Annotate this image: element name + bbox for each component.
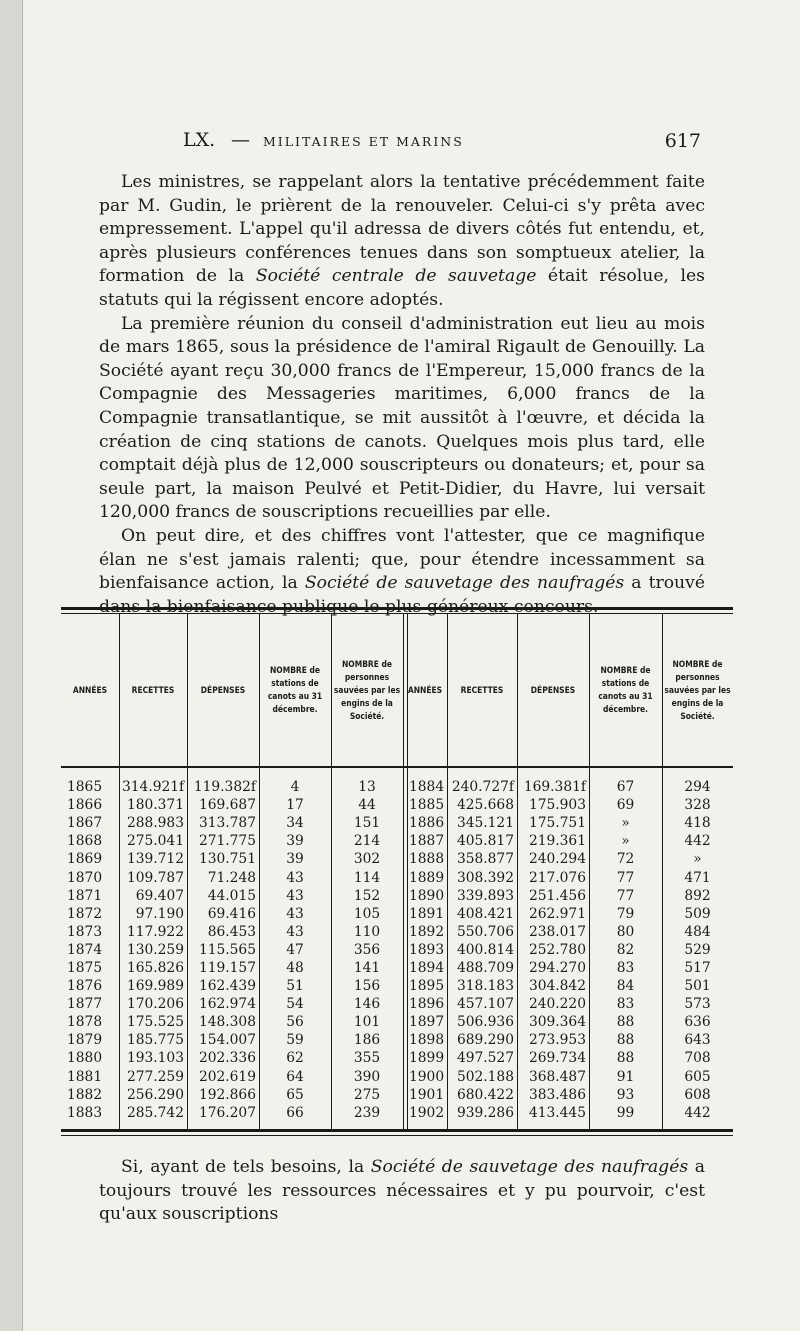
table-cell: 442 [684,833,711,850]
table-row [61,923,733,941]
paragraph-1-after: était résolue, les statuts qui la régissent encore adoptés. [99,266,705,310]
table-cell: 1902 [409,1104,445,1121]
table-cell: 1873 [67,923,103,940]
table-cell: 65 [286,1086,304,1103]
table-cell: 86.453 [207,923,256,940]
table-cell: 383.486 [528,1086,586,1103]
table-row [61,850,733,868]
table-row [61,868,733,886]
table-cell: 1892 [409,923,445,940]
table-cell: 193.103 [126,1050,184,1067]
table-cell: 605 [684,1068,711,1085]
table-cell: 442 [684,1104,711,1121]
table-cell: 54 [286,996,304,1013]
table-cell: » [693,851,702,868]
table-cell: 529 [684,941,711,958]
table-cell: 368.487 [528,1068,586,1085]
table-cell: 175.751 [528,815,586,832]
col-saved: NOMBRE de personnes sauvées par les engins de la Société. [333,658,401,721]
table-cell: 39 [286,851,304,868]
table-cell: 130.751 [198,851,256,868]
header-dash: — [231,129,250,151]
table-cell: 175.525 [126,1014,184,1031]
lifeboat-statistics-table [61,607,733,1137]
paragraph-3-before: On peut dire, et des chiffres vont l'attester, que ce magnifique élan ne s'est jamais ralenti; que, pour étendre incessamment sa bienfaisance action, la [99,525,705,594]
table-cell: 169.381f [523,779,586,796]
table-cell: 1890 [409,887,445,904]
table-cell: 114 [353,869,381,886]
table-cell: 1872 [67,905,103,922]
table-cell: 339.893 [456,887,514,904]
paragraph-1-italic: Société centrale de sauvetage [255,266,537,287]
paragraph-1 [99,171,705,313]
table-cell: 91 [616,1068,635,1085]
table-cell: 83 [616,996,635,1013]
table-row [61,977,733,995]
table-cell: 44.015 [207,887,256,904]
table-cell: 1893 [409,941,445,958]
table-cell: 51 [286,978,304,995]
paragraph-3-after: a trouvé [631,573,705,594]
table-cell: 101 [353,1014,381,1031]
closing-paragraph [99,1156,705,1227]
table-cell: 262.971 [528,905,586,922]
table-cell: 509 [684,905,711,922]
table-cell: 1876 [67,978,103,995]
table-cell: 56 [286,1014,304,1031]
table-cell: 169.989 [126,978,184,995]
table-cell: 517 [684,959,711,976]
table-cell: 1868 [67,833,103,850]
col-years: ANNÉES [72,684,108,695]
table-cell: 506.936 [456,1014,514,1031]
table-cell: 192.866 [198,1086,256,1103]
table-cell: 62 [286,1050,304,1067]
table-cell: 47 [286,941,304,958]
table-row [61,1049,733,1067]
table-cell: 152 [353,887,381,904]
table-cell: 93 [616,1086,635,1103]
table-bottom-rule-thin [61,1135,733,1136]
col-expenses: DÉPENSES [200,684,246,695]
table-cell: 1897 [409,1014,445,1031]
table-cell: 217.076 [528,869,586,886]
table-cell: 176.207 [198,1104,256,1121]
page-number: 617 [664,130,701,152]
table-cell: 1866 [67,797,103,814]
table-cell: 256.290 [126,1086,184,1103]
table-cell: 318.183 [456,978,514,995]
table-cell: 418 [684,815,711,832]
running-title [263,131,464,151]
table-cell: 99 [616,1104,635,1121]
table-cell: 294.270 [528,959,586,976]
table-cell: 130.259 [126,941,184,958]
table-cell: 1894 [409,959,445,976]
table-cell: 1889 [409,869,445,886]
table-cell: 484 [684,923,711,940]
table-cell: 13 [358,779,376,796]
col-years: ANNÉES [407,684,443,695]
table-row [61,995,733,1013]
table-cell: 1888 [409,851,445,868]
table-cell: 139.712 [126,851,184,868]
table-cell: 1896 [409,996,445,1013]
table-row [61,1086,733,1104]
table-cell: 892 [684,887,711,904]
table-cell: 43 [286,905,304,922]
table-cell: 88 [616,1050,635,1067]
paragraph-3-italic: Société de sauvetage des naufragés [304,573,625,594]
table-cell: 77 [616,887,635,904]
table-cell: 1887 [409,833,445,850]
table-row [61,905,733,923]
table-cell: 239 [353,1104,381,1121]
table-cell: 1899 [409,1050,445,1067]
table-cell: 689.290 [456,1032,514,1049]
table-cell: 240.727f [451,779,514,796]
table-cell: 636 [684,1014,711,1031]
table-cell: 1865 [67,779,103,796]
table-cell: 119.382f [193,779,256,796]
table-cell: 43 [286,869,304,886]
table-row [61,1104,733,1122]
table-cell: 294 [684,779,711,796]
table-cell: 117.922 [126,923,184,940]
table-cell: 314.921f [122,779,185,796]
table-cell: 1895 [409,978,445,995]
table-cell: 1869 [67,851,103,868]
table-cell: 43 [286,887,304,904]
running-header [101,125,701,155]
table-cell: 69 [616,797,635,814]
paragraph-1-before: Les ministres, se rappelant alors la tentative précédemment faite par M. Gudin, le prièrent de la renouveler. Celui-ci s'y prêta avec empressement. L'appel qu'il adressa de divers côtés fut entendu, et, après plusieurs conférences tenues dans son somptueux atelier, la formation de la [99,172,705,287]
table-cell: 17 [286,797,304,814]
table-cell: 146 [353,996,381,1013]
paragraph-3 [99,525,705,619]
table-cell: 573 [684,996,711,1013]
intro-text [99,171,705,619]
table-cell: 275.041 [126,833,184,850]
table-cell: 162.974 [198,996,256,1013]
table-cell: 501 [684,978,711,995]
table-cell: 169.687 [198,797,256,814]
table-cell: 154.007 [198,1032,256,1049]
table-cell: 185.775 [126,1032,184,1049]
table-cell: 1881 [67,1068,103,1085]
table-cell: 151 [353,815,381,832]
table-row [61,887,733,905]
header-row [61,614,733,766]
table-cell: 1878 [67,1014,103,1031]
table-bottom-rule [61,1129,733,1132]
table-cell: 288.983 [126,815,184,832]
closing-after: a toujours trouvé les ressources nécessaires et y pu pourvoir, c'est qu'aux souscriptions [99,1157,705,1225]
table-cell: 180.371 [126,797,184,814]
table-row [61,1031,733,1049]
table-cell: 1898 [409,1032,445,1049]
table-cell: » [621,833,630,850]
table-cell: 1877 [67,996,103,1013]
book-page [22,0,800,1331]
table-cell: 390 [353,1068,381,1085]
table-cell: 345.121 [456,815,514,832]
table-cell: 1871 [67,887,103,904]
closing-before: Si, ayant de tels besoins, la [121,1157,371,1177]
table-cell: 1901 [409,1086,445,1103]
table-cell: 186 [353,1032,381,1049]
table-cell: 59 [286,1032,304,1049]
table-cell: 275 [353,1086,381,1103]
table-cell: 308.392 [456,869,514,886]
table-cell: 69.407 [135,887,184,904]
table-cell: 66 [286,1104,304,1121]
table-cell: 88 [616,1032,635,1049]
table-cell: 408.421 [456,905,514,922]
table-cell: 97.190 [135,905,184,922]
table-cell: 1885 [409,797,445,814]
table-cell: 251.456 [528,887,586,904]
table-cell: 1870 [67,869,103,886]
col-receipts: RECETTES [131,684,175,695]
table-cell: 1874 [67,941,103,958]
table-cell: 1883 [67,1104,103,1121]
col-expenses: DÉPENSES [530,684,576,695]
table-cell: 680.422 [456,1086,514,1103]
paragraph-2: La première réunion du conseil d'administration eut lieu au mois de mars 1865, sous la présidence de l'amiral Rigault de Genouilly. La Société ayant reçu 30,000 francs de l'Empereur, 15,000 francs de la Compagnie des Messageries maritimes, 6,000 francs de la Compagnie transatlantique, se mit aussitôt à l'œuvre, et décida la création de cinq stations de canots. Quelques mois plus tard, elle comptait déjà plus de 12,000 souscripteurs ou donateurs; et, pour sa seule part, la maison Peulvé et Petit-Didier, du Havre, lui versait 120,000 francs de souscriptions recueillies par elle. [99,313,705,523]
table-cell: 488.709 [456,959,514,976]
table-cell: 84 [616,978,635,995]
table-cell: 83 [616,959,635,976]
table-cell: 502.188 [456,1068,514,1085]
table-row [61,1068,733,1086]
table-cell: 304.842 [528,978,586,995]
table-cell: 110 [353,923,381,940]
table-cell: 148.308 [198,1014,256,1031]
table-cell: 1879 [67,1032,103,1049]
table-cell: 457.107 [456,996,514,1013]
table-cell: 252.780 [528,941,586,958]
table-cell: 67 [616,779,635,796]
table-row [61,796,733,814]
chapter-number: LX. [183,129,216,151]
table-cell: 285.742 [126,1104,184,1121]
table-cell: 34 [286,815,304,832]
table-cell: 72 [616,851,635,868]
table-cell: 471 [684,869,711,886]
table-cell: 69.416 [207,905,256,922]
table-cell: 115.565 [198,941,256,958]
table-cell: 105 [353,905,381,922]
table-cell: 44 [358,797,376,814]
table-cell: 219.361 [528,833,586,850]
table-cell: 643 [684,1032,711,1049]
table-cell: 313.787 [198,815,256,832]
data-table [61,614,733,1122]
table-cell: 1886 [409,815,445,832]
table-cell: 550.706 [456,923,514,940]
table-cell: 1867 [67,815,103,832]
table-cell: 271.775 [198,833,256,850]
table-cell: 413.445 [528,1104,586,1121]
table-cell: 1880 [67,1050,103,1067]
table-cell: 80 [616,923,635,940]
table-cell: 355 [353,1050,381,1067]
table-cell: 1875 [67,959,103,976]
table-cell: 170.206 [126,996,184,1013]
table-cell: 88 [616,1014,635,1031]
table-cell: 277.259 [126,1068,184,1085]
table-cell: 79 [616,905,635,922]
table-cell: 273.953 [528,1032,586,1049]
table-row [61,766,733,796]
table-cell: 48 [286,959,304,976]
col-receipts: RECETTES [460,684,504,695]
table-cell: 309.364 [528,1014,586,1031]
table-cell: 202.619 [198,1068,256,1085]
table-cell: 119.157 [198,959,256,976]
table-cell: 1891 [409,905,445,922]
table-cell: 214 [353,833,381,850]
table-cell: 141 [353,959,381,976]
table-cell: 175.903 [528,797,586,814]
table-top-rule [61,607,733,610]
table-cell: 497.527 [456,1050,514,1067]
table-cell: 202.336 [198,1050,256,1067]
table-cell: 240.294 [528,851,586,868]
table-cell: 400.814 [456,941,514,958]
table-cell: 1884 [409,779,445,796]
closing-text [99,1156,705,1227]
table-cell: 425.668 [456,797,514,814]
table-row [61,941,733,959]
table-cell: 71.248 [207,869,256,886]
closing-italic: Société de sauvetage des naufragés [370,1157,689,1177]
table-cell: 238.017 [528,923,586,940]
table-cell: 608 [684,1086,711,1103]
table-cell: 240.220 [528,996,586,1013]
table-cell: 64 [286,1068,304,1085]
table-cell: » [621,815,630,832]
table-cell: 358.877 [456,851,514,868]
table-cell: 939.286 [456,1104,514,1121]
table-cell: 39 [286,833,304,850]
col-saved: NOMBRE de personnes sauvées par les engins de la Société. [664,658,731,721]
table-row [61,832,733,850]
table-cell: 4 [290,779,300,796]
table-cell: 356 [353,941,381,958]
table-cell: 77 [616,869,635,886]
table-cell: 162.439 [198,978,256,995]
table-cell: 156 [353,978,381,995]
table-cell: 708 [684,1050,711,1067]
table-row [61,959,733,977]
table-cell: 269.734 [528,1050,586,1067]
table-cell: 328 [684,797,711,814]
table-cell: 302 [353,851,381,868]
table-cell: 43 [286,923,304,940]
table-row [61,1013,733,1031]
table-cell: 109.787 [126,869,184,886]
table-body [61,766,733,1122]
col-stations: NOMBRE de stations de canots au 31 décembre. [598,665,653,714]
running-title-text: MILITAIRES ET MARINS [263,134,464,149]
table-cell: 1900 [409,1068,445,1085]
table-cell: 82 [616,941,635,958]
table-cell: 165.826 [126,959,184,976]
col-stations: NOMBRE de stations de canots au 31 décembre. [267,665,323,714]
table-cell: 405.817 [456,833,514,850]
table-row [61,814,733,832]
table-cell: 1882 [67,1086,103,1103]
